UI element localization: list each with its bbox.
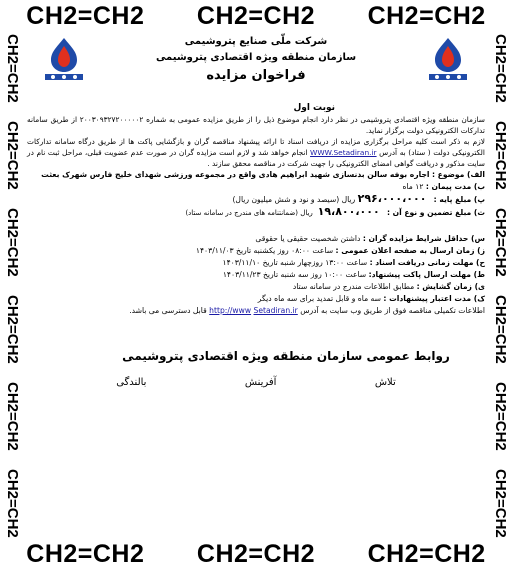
frame-formula: CH2=CH2 (196, 2, 316, 30)
item-validity (27, 293, 485, 305)
item-submission-deadline (27, 269, 485, 281)
frame-formula: CH2=CH2 (4, 208, 21, 277)
item-label: س) حداقل شرایط مزایده گران : (362, 234, 485, 243)
frame-formula: CH2=CH2 (4, 382, 21, 451)
notice-content (27, 34, 485, 536)
item-value: اجاره بوفه سالن بدنسازی شهید ابراهیم هادی واقع در مجموعه ورزشی شهدای خلیج فارس شهرک بعثت (41, 170, 430, 179)
intro-paragraph-2 (27, 136, 485, 169)
item-publish-time (27, 245, 485, 257)
public-relations-signature: روابط عمومی سازمان منطقه ویژه اقتصادی پتروشیمی (122, 349, 450, 363)
frame-formula: CH2=CH2 (492, 295, 509, 364)
frame-left (0, 34, 24, 538)
item-more-info (27, 305, 485, 317)
frame-formula: CH2=CH2 (4, 295, 21, 364)
item-subject (27, 169, 485, 181)
frame-formula: CH2=CH2 (492, 121, 509, 190)
item-label: ک) مدت اعتبار پیشنهادات : (383, 294, 485, 303)
item-label: ح) مهلت زمانی دریافت اسناد : (369, 258, 485, 267)
item-label: ز) زمان ارسال به صفحه اعلان عمومی : (335, 246, 485, 255)
frame-top (0, 2, 512, 32)
intro-paragraph-1: سازمان منطقه ویژه اقتصادی پتروشیمی در نظر دارد انجام موضوع ذیل را از طریق مزایده عمومی به شماره ۲۰۰۳۰۹۳۲۷۲۰۰۰۰۰۲ از طریق سامانه تدارکات الکترونیکی دولت برگزار نماید. (27, 115, 485, 135)
slogan-effort: تلاش (374, 377, 396, 388)
intro-text-after: انجام خواهد شد و لازم است مزایده گران در صورت عدم عضویت قبلی، مراحل ثبت نام در سایت مذکور و دریافت گواهی امضای الکترونیکی را جهت شرکت در مناقصه محقق سازند . (27, 148, 485, 168)
item-value: داشتن شخصیت حقیقی یا حقوقی (255, 234, 361, 243)
slogan-creation: آفرینش (244, 377, 277, 388)
frame-formula: CH2=CH2 (492, 382, 509, 451)
frame-formula: CH2=CH2 (367, 540, 486, 568)
petrochemical-logo-icon (41, 36, 87, 82)
item-base-price (27, 193, 485, 206)
frame-bottom (0, 540, 512, 570)
item-value: ساعت ۰۸:۰۰ روز یکشنبه تاریخ ۱۴۰۳/۱۱/۰۳ (195, 246, 334, 255)
base-price-value: ۲۹۶،۰۰۰،۰۰۰ (357, 192, 427, 205)
item-value: سه ماه و قابل تمدید برای سه ماه دیگر (257, 294, 381, 303)
frame-formula: CH2=CH2 (4, 34, 21, 103)
more-info-before: اطلاعات تکمیلی مناقصه فوق از طریق وب سایت به آدرس (300, 306, 485, 315)
item-value: ساعت ۱۰:۰۰ روز سه شنبه تاریخ ۱۴۰۳/۱۱/۲۳ (222, 270, 367, 279)
frame-formula: CH2=CH2 (26, 540, 145, 568)
slogan-growth: بالندگی (116, 377, 147, 388)
frame-formula: CH2=CH2 (492, 208, 509, 277)
item-opening-time (27, 281, 485, 293)
item-guarantee (27, 206, 485, 219)
item-label: ب) مدت پیمان : (425, 182, 485, 191)
slogans (27, 377, 485, 389)
item-label: پ) مبلغ پایه : (433, 195, 485, 204)
item-min-conditions (27, 233, 485, 245)
company-name: شرکت ملّی صنایع پتروشیمی (184, 36, 328, 47)
item-value: ۱۲ ماه (402, 182, 424, 191)
petrochemical-logo-icon (425, 36, 471, 82)
frame-formula: CH2=CH2 (492, 469, 509, 538)
frame-right (488, 34, 512, 538)
frame-formula: CH2=CH2 (367, 2, 486, 30)
website-link[interactable]: Setadiran.ir (253, 306, 298, 315)
frame-formula: CH2=CH2 (196, 540, 316, 568)
website-link-prefix[interactable]: http://www (209, 306, 252, 315)
round-label: نوبت اول (293, 103, 335, 113)
frame-formula: CH2=CH2 (26, 2, 145, 30)
guarantee-value: ۱۹،۸۰۰،۰۰۰ (317, 205, 380, 218)
frame-formula: CH2=CH2 (4, 469, 21, 538)
item-label: الف) موضوع : (431, 170, 485, 179)
frame-formula: CH2=CH2 (492, 34, 509, 103)
intro-text-before: لازم به ذکر است کلیه مراحل برگزاری مزایده از دریافت اسناد تا ارائه پیشنهاد مناقصه گران و بازگشایی پاکت ها از طریق درگاه سامانه تدارکات الکترونیکی دولت ( ستاد) به آدرس (27, 137, 485, 157)
more-info-after: قابل دسترسی می باشد. (129, 306, 207, 315)
setadiran-link[interactable]: WWW.Setadiran.ir (310, 148, 377, 157)
page-title: فراخوان مزایده (206, 68, 306, 83)
item-value: ریال (ضمانتنامه های مندرج در سامانه ستاد) (185, 209, 313, 217)
organization-name: سازمان منطقه ویژه اقتصادی پتروشیمی (155, 52, 357, 63)
item-value: ساعت ۱۳:۰۰ روزچهار شنبه تاریخ ۱۴۰۳/۱۱/۱۰ (222, 258, 368, 267)
item-label: ط) مهلت ارسال پاکت پیشنهاد: (368, 270, 485, 279)
frame-formula: CH2=CH2 (4, 121, 21, 190)
notice-header (27, 34, 485, 100)
item-document-deadline (27, 257, 485, 269)
item-value: مطابق اطلاعات مندرج در سامانه ستاد (292, 282, 415, 291)
item-label: ی) زمان گشایش : (416, 282, 485, 291)
item-label: ث) مبلغ تضمین و نوع آن : (386, 208, 485, 217)
item-value: ریال (سیصد و نود و شش میلیون ریال) (232, 195, 356, 204)
